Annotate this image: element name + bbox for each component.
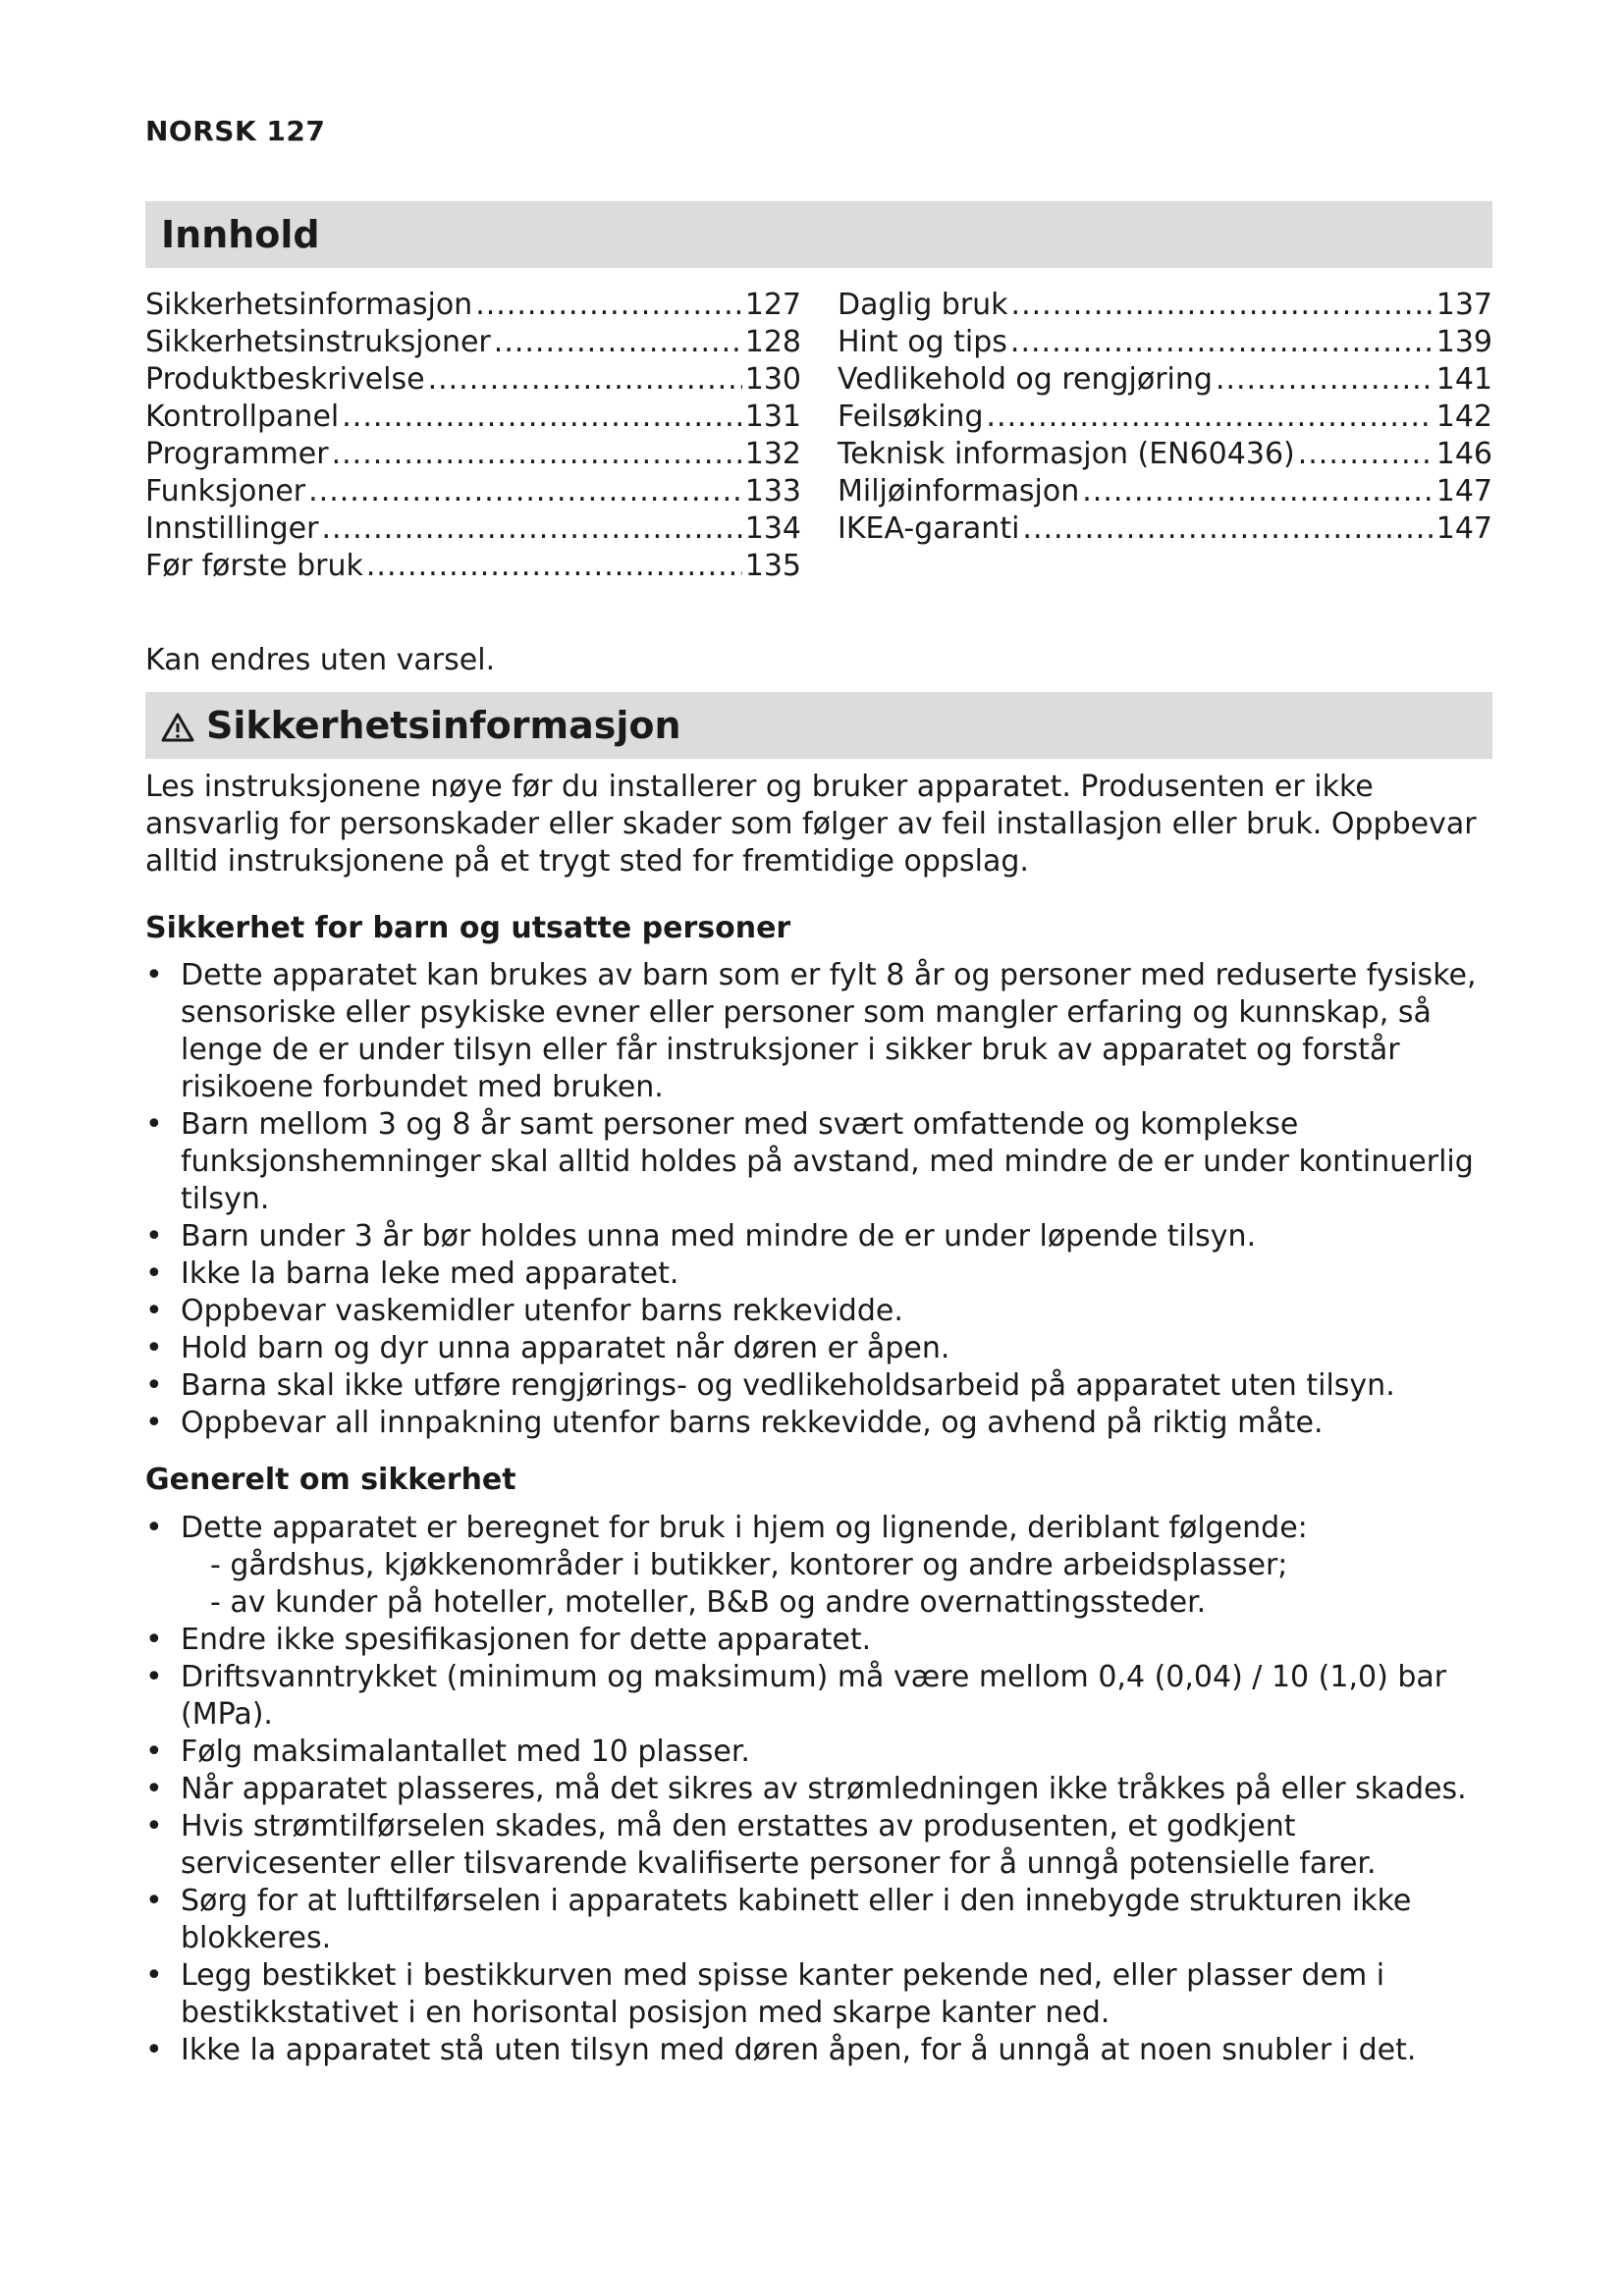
toc-dot-leader (1011, 288, 1434, 322)
list-item: • Dette apparatet kan brukes av barn som er fylt 8 år og personer med reduserte fysiske, sensoriske eller psykiske evner eller personer som mangler erfaring og kunnskap, så lenge de er under tilsyn eller får instruksjoner i sikker bruk av apparatet og forstår risikoene forbundet med bruken. (145, 958, 1477, 1104)
list-item: • Ikke la barna leke med apparatet. (145, 1256, 679, 1291)
list-item: • Legg bestikket i bestikkurven med spisse kanter pekende ned, eller plasser dem i bestikkstativet i en horisontal posisjon med skarpe kanter ned. (145, 1958, 1385, 2030)
toc-entry[interactable] (145, 511, 801, 549)
toc-entry-page: 147 (1435, 511, 1492, 546)
toc-entry-page: 128 (744, 325, 801, 359)
toc-dot-leader (987, 400, 1434, 434)
toc-entry-label: Sikkerhetsinformasjon (145, 288, 473, 322)
toc-entry-page: 137 (1435, 288, 1492, 322)
toc-dot-leader (475, 288, 742, 322)
toc-dot-leader (1022, 511, 1433, 546)
list-item: • Barna skal ikke utføre rengjørings- og vedlikeholdsarbeid på apparatet uten tilsyn. (145, 1368, 1395, 1403)
toc-entry-label: Innstillinger (145, 511, 319, 546)
list-item: • Oppbevar all innpakning utenfor barns rekkevidde, og avhend på riktig måte. (145, 1406, 1324, 1440)
toc-entry-page: 135 (744, 549, 801, 583)
toc-entry[interactable] (145, 549, 801, 586)
toc-entry[interactable] (838, 362, 1492, 400)
toc-dot-leader (1082, 474, 1433, 508)
toc-entry-page: 130 (744, 362, 801, 397)
list-item: • Barn mellom 3 og 8 år samt personer med svært omfattende og komplekse funksjonshemninger skal alltid holdes på avstand, med mindre de er under kontinuerlig tilsyn. (145, 1107, 1474, 1216)
toc-entry[interactable] (145, 437, 801, 474)
toc-entry[interactable] (145, 474, 801, 511)
toc-entry-page: 127 (744, 288, 801, 322)
toc-column-left (145, 288, 801, 586)
toc-entry-page: 131 (744, 400, 801, 434)
safety-heading-bar (145, 692, 1492, 759)
toc-entry-label: Daglig bruk (838, 288, 1008, 322)
list-item: • Driftsvanntrykket (minimum og maksimum) må være mellom 0,4 (0,04) / 10 (1,0) bar (MPa). (145, 1660, 1447, 1732)
toc-entry-page: 142 (1435, 400, 1492, 434)
warning-triangle-icon (161, 713, 194, 742)
list-item: • Barn under 3 år bør holdes unna med mindre de er under løpende tilsyn. (145, 1219, 1257, 1254)
toc-dot-leader (428, 362, 742, 397)
toc-entry[interactable] (838, 511, 1492, 549)
list-subitem: - gårdshus, kjøkkenområder i butikker, kontorer og andre arbeidsplasser; (210, 1548, 1288, 1582)
toc-entry[interactable] (838, 288, 1492, 325)
toc-entry[interactable] (838, 325, 1492, 362)
toc-entry[interactable] (145, 400, 801, 437)
toc-dot-leader (494, 325, 742, 359)
toc-entry[interactable] (145, 362, 801, 400)
general-safety-heading: Generelt om sikkerhet (145, 1463, 516, 1497)
toc-entry-page: 147 (1435, 474, 1492, 508)
toc-entry-label: Sikkerhetsinstruksjoner (145, 325, 491, 359)
toc-entry[interactable] (838, 474, 1492, 511)
toc-entry-label: Funksjoner (145, 474, 306, 508)
toc-entry[interactable] (838, 400, 1492, 437)
toc-entry[interactable] (145, 325, 801, 362)
toc-entry-page: 146 (1435, 437, 1492, 471)
list-item: • Dette apparatet er beregnet for bruk i hjem og lignende, deriblant følgende: - gårdshus, kjøkkenområder i butikker, kontorer og andre arbeidsplasser; - av kunder på hoteller, moteller, B&B og andre overnattingssteder. (145, 1510, 1500, 1622)
toc-dot-leader (308, 474, 742, 508)
toc-entry-page: 141 (1435, 362, 1492, 397)
toc-dot-leader (366, 549, 742, 583)
children-safety-heading: Sikkerhet for barn og utsatte personer (145, 911, 791, 945)
list-item: • Følg maksimalantallet med 10 plasser. (145, 1735, 750, 1769)
toc-entry-page: 132 (744, 437, 801, 471)
toc-dot-leader (1216, 362, 1434, 397)
safety-title: Sikkerhetsinformasjon (206, 704, 681, 747)
children-safety-list (145, 957, 1500, 1442)
toc-entry-page: 134 (744, 511, 801, 546)
toc-entry-label: Programmer (145, 437, 329, 471)
toc-dot-leader (321, 511, 741, 546)
list-item: • Oppbevar vaskemidler utenfor barns rekkevidde. (145, 1294, 903, 1328)
list-subitem: - av kunder på hoteller, moteller, B&B og andre overnattingssteder. (210, 1585, 1207, 1620)
toc-column-right (838, 288, 1492, 549)
toc-entry-label: Vedlikehold og rengjøring (838, 362, 1213, 397)
toc-entry-label: IKEA-garanti (838, 511, 1020, 546)
toc-entry-label: Før første bruk (145, 549, 363, 583)
toc-entry[interactable] (145, 288, 801, 325)
change-notice: Kan endres uten varsel. (145, 643, 496, 677)
toc-entry-label: Miljøinformasjon (838, 474, 1080, 508)
toc-dot-leader (342, 400, 741, 434)
toc-title: Innhold (161, 213, 320, 256)
toc-entry-page: 133 (744, 474, 801, 508)
list-item: • Endre ikke spesifikasjonen for dette apparatet. (145, 1623, 872, 1657)
toc-entry-label: Hint og tips (838, 325, 1007, 359)
list-item: • Når apparatet plasseres, må det sikres av strømledningen ikke tråkkes på eller skades. (145, 1772, 1467, 1806)
toc-entry-label: Teknisk informasjon (EN60436) (838, 437, 1295, 471)
toc-entry-label: Feilsøking (838, 400, 984, 434)
toc-entry-label: Produktbeskrivelse (145, 362, 425, 397)
list-item: • Hold barn og dyr unna apparatet når døren er åpen. (145, 1331, 950, 1365)
running-head: NORSK 127 (145, 115, 326, 147)
list-item: • Ikke la apparatet stå uten tilsyn med døren åpen, for å unngå at noen snubler i det. (145, 2033, 1417, 2067)
list-item: • Hvis strømtilførselen skades, må den erstattes av produsenten, et godkjent servicesenter eller tilsvarende kvalifiserte personer for å unngå potensielle farer. (145, 1809, 1377, 1881)
toc-dot-leader (1298, 437, 1434, 471)
list-item: • Sørg for at lufttilførselen i apparatets kabinett eller i den innebygde strukturen ikke blokkeres. (145, 1884, 1412, 1955)
toc-dot-leader (332, 437, 742, 471)
toc-entry-label: Kontrollpanel (145, 400, 340, 434)
toc-heading-bar (145, 201, 1492, 268)
toc-entry-page: 139 (1435, 325, 1492, 359)
safety-intro-paragraph: Les instruksjonene nøye før du installerer og bruker apparatet. Produsenten er ikke ansvarlig for personskader eller skader som følger av feil installasjon eller bruk. Oppbevar alltid instruksjonene på et trygt sted for fremtidige oppslag. (145, 770, 1477, 879)
toc-dot-leader (1010, 325, 1434, 359)
general-safety-list (145, 1510, 1500, 2069)
toc-entry[interactable] (838, 437, 1492, 474)
